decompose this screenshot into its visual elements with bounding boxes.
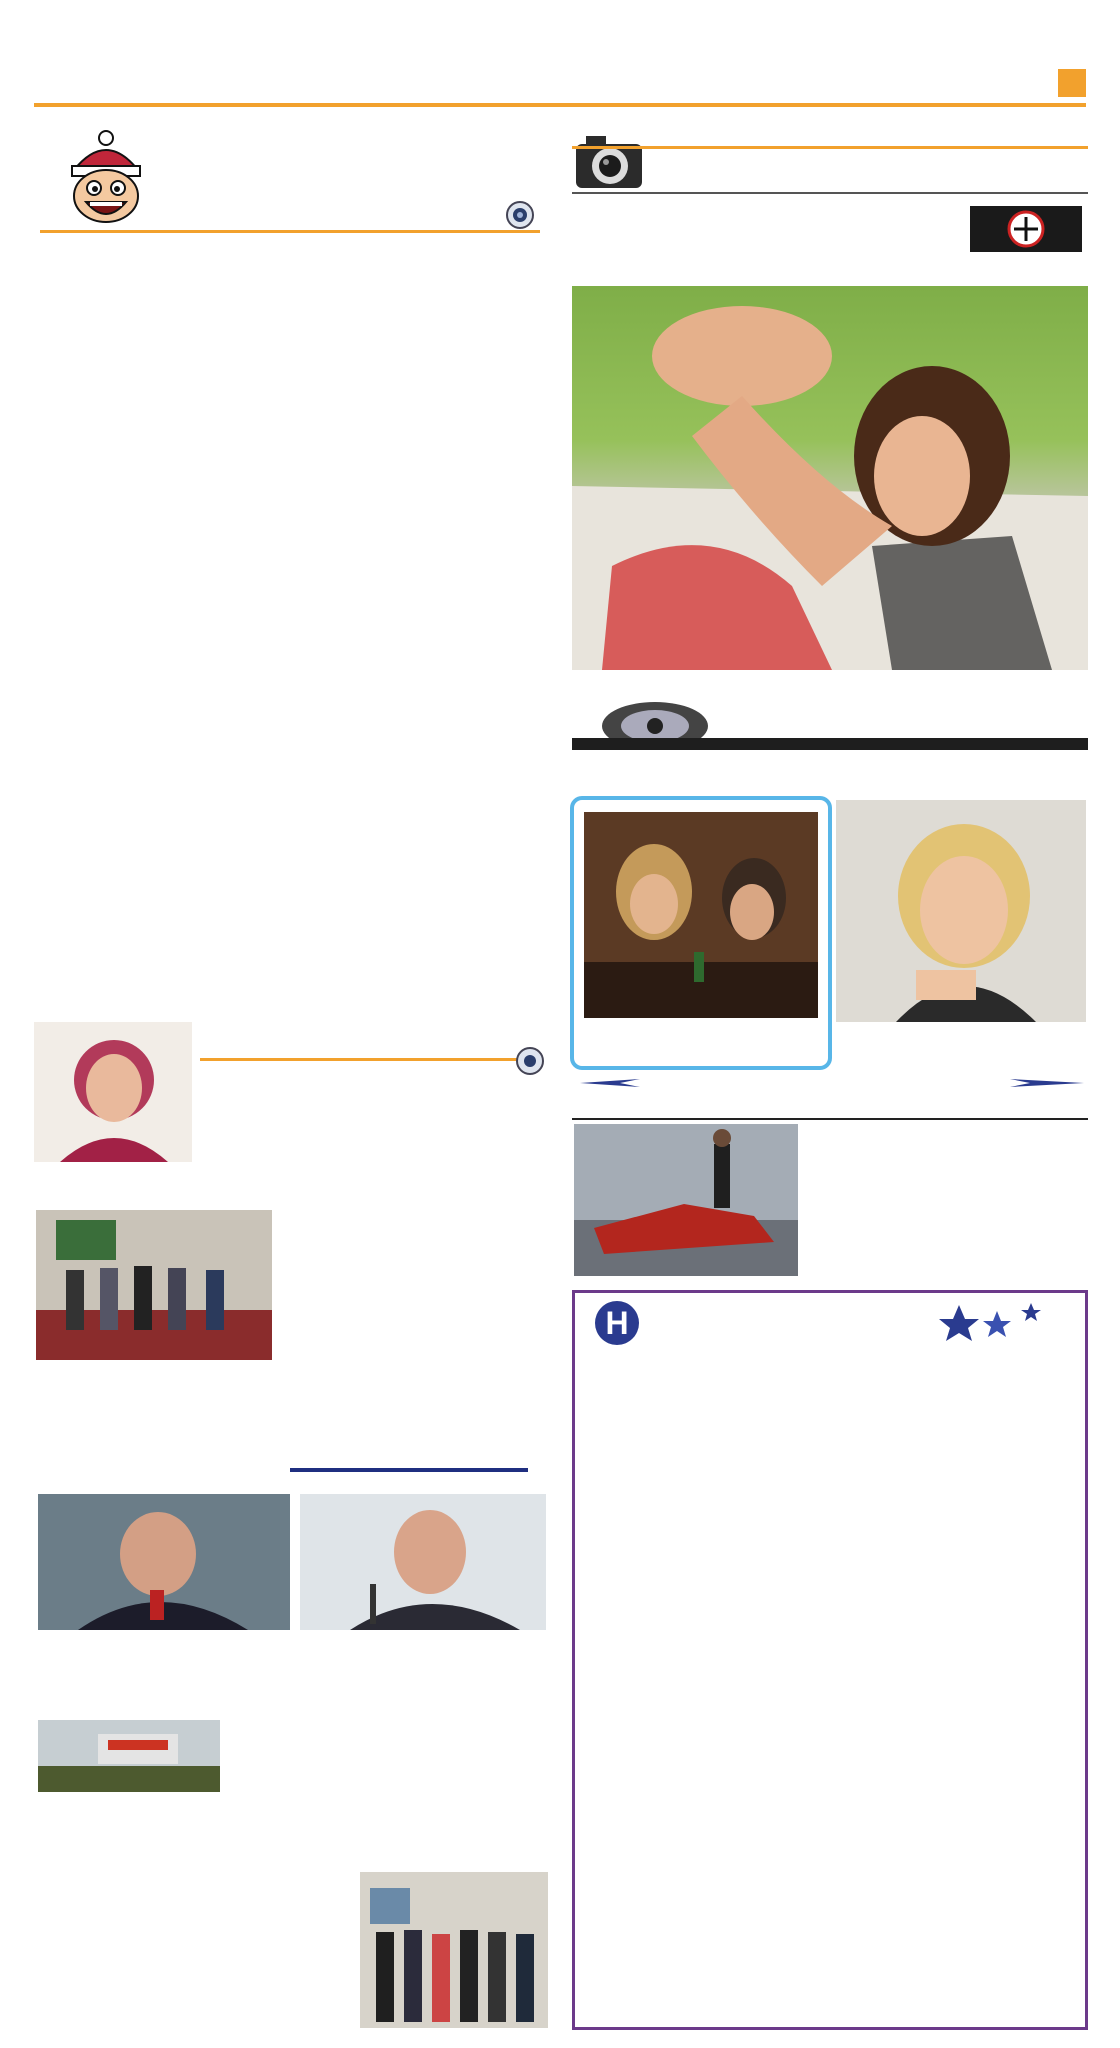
header-rule [34, 103, 1086, 107]
celeb-rule [572, 146, 1088, 149]
corinthians-badge [970, 206, 1082, 252]
amigos-photo-2 [300, 1494, 546, 1630]
film3-poster [574, 1124, 798, 1276]
comissao-photo [360, 1872, 548, 2028]
amigos-rule [290, 1468, 528, 1472]
adespo-photo [36, 1210, 272, 1360]
piadas-rule [40, 230, 540, 233]
destaques-camera-icon [512, 1046, 548, 1076]
horoscope-grid [586, 1346, 1082, 2026]
humor-col-1 [44, 246, 196, 250]
banda-photo [38, 1720, 220, 1792]
film3-rule [572, 1118, 1088, 1120]
nancy-photo [34, 1022, 192, 1162]
film3-wing-right [1010, 1076, 1084, 1090]
camera-icon [500, 200, 540, 230]
celeb-rule-bottom [572, 192, 1088, 194]
film1-card [570, 796, 832, 1070]
cinema-rule [572, 738, 1088, 750]
film1-photo [584, 812, 818, 1018]
celeb-photo [572, 286, 1088, 670]
horoscope-h-icon: H [595, 1301, 639, 1345]
celeb-camera-icon [572, 130, 646, 192]
destaques-rule [200, 1058, 540, 1061]
film3-wing-left [580, 1076, 640, 1090]
film2-photo [836, 800, 1086, 1022]
piadas-mascot [62, 130, 150, 226]
page-number [1058, 69, 1086, 97]
amigos-photo-1 [38, 1494, 290, 1630]
humor-col-2 [220, 246, 372, 250]
horoscope-stars-icon [935, 1299, 1045, 1343]
